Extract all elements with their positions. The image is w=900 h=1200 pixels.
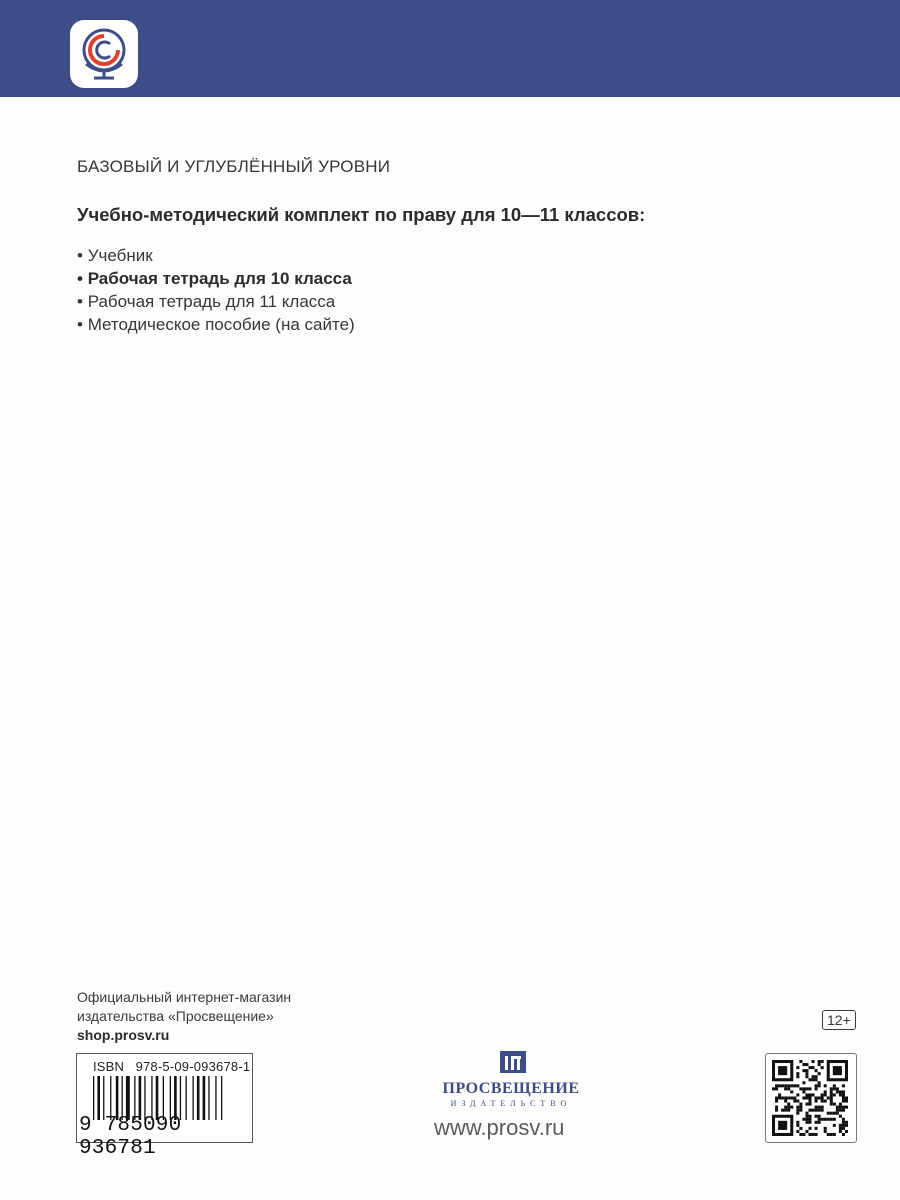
qr-code-frame <box>765 1053 857 1143</box>
publisher-book-icon <box>498 1047 528 1077</box>
isbn-barcode-block <box>76 1053 253 1160</box>
shop-line-1: Официальный интернет-магазин <box>77 989 292 1005</box>
kit-title: Учебно-методический комплект по праву для 10—11 классов: <box>77 204 646 225</box>
qr-code-icon <box>772 1060 848 1136</box>
shop-line-2: издательства «Просвещение» <box>77 1008 274 1024</box>
level-heading: БАЗОВЫЙ И УГЛУБЛЁННЫЙ УРОВНИ <box>77 157 391 176</box>
shop-info <box>77 988 291 1045</box>
kit-list <box>77 244 355 336</box>
isbn-digits: 9 785090 936781 <box>79 1114 182 1160</box>
shop-url-link[interactable]: shop.prosv.ru <box>77 1027 170 1043</box>
isbn-label: ISBN 978-5-09-093678-1 <box>93 1059 251 1074</box>
kit-item-workbook-11: • Рабочая тетрадь для 11 класса <box>77 290 355 313</box>
series-globe-icon <box>70 20 138 88</box>
kit-item-textbook: • Учебник <box>77 244 355 267</box>
kit-item-methodical-guide: • Методическое пособие (на сайте) <box>77 313 355 336</box>
publisher-name: ПРОСВЕЩЕНИЕ <box>442 1080 580 1097</box>
publisher-subtitle: ИЗДАТЕЛЬСТВО <box>450 1099 572 1108</box>
header-band <box>0 0 900 97</box>
publisher-url-link[interactable]: www.prosv.ru <box>434 1115 565 1140</box>
kit-item-workbook-10: • Рабочая тетрадь для 10 класса <box>77 267 355 290</box>
age-rating-badge: 12+ <box>822 1010 856 1030</box>
